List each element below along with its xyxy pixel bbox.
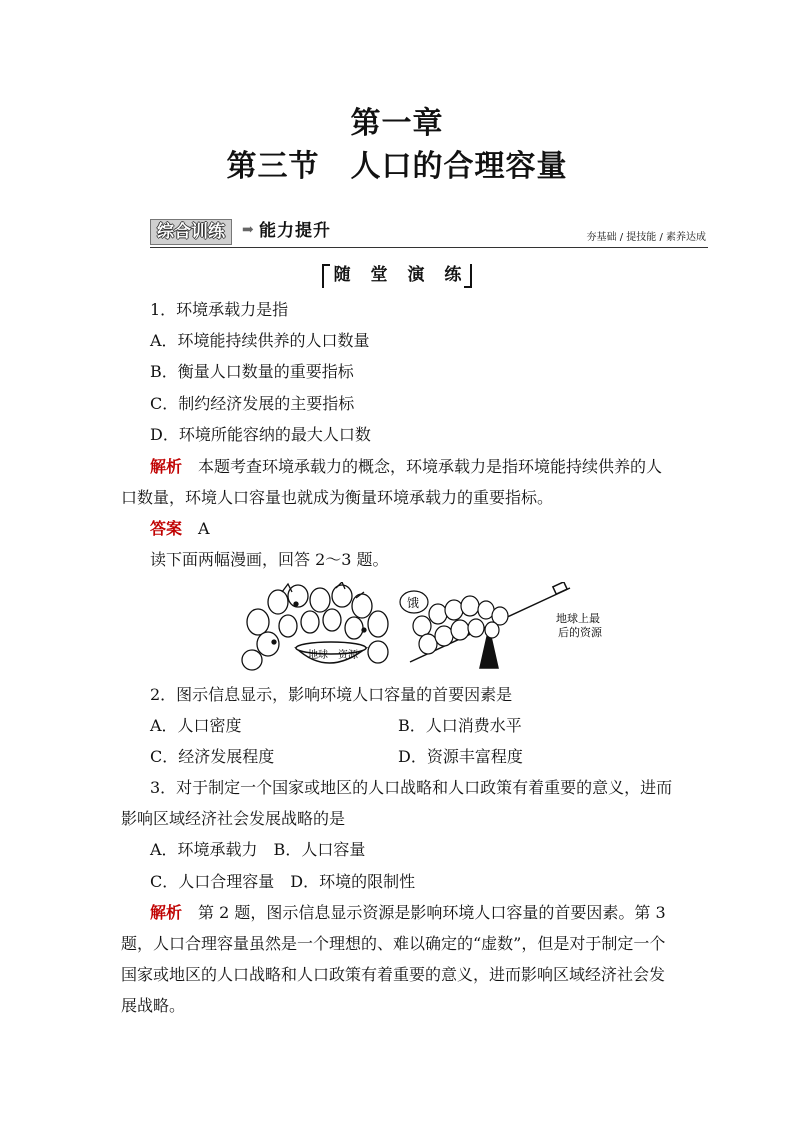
q1-stem: 1．环境承载力是指 [150, 300, 289, 319]
bracket-left-icon [322, 264, 330, 288]
skill-tags: 夯基础 / 提技能 / 素养达成 [586, 232, 706, 243]
chapter-title: 第一章 [350, 106, 444, 141]
q1-option-b: B．衡量人口数量的重要指标 [150, 362, 354, 381]
section-title: 第三节 人口的合理容量 [226, 149, 568, 184]
training-tag: 综合训练 [150, 219, 232, 245]
analysis2-text: 第 2 题，图示信息显示资源是影响环境人口容量的首要因素。第 3 [198, 903, 666, 922]
q1-option-c: C．制约经济发展的主要指标 [150, 394, 355, 413]
training-banner [150, 219, 708, 248]
q1-option-d: D．环境所能容纳的最大人口数 [150, 425, 371, 444]
q2-option-a: A．人口密度 [150, 716, 242, 735]
q2-option-c: C．经济发展程度 [150, 747, 275, 766]
q1-analysis [150, 457, 662, 477]
analysis-label: 解析 [150, 457, 183, 476]
q3-options-row1: A．环境承载力 B．人口容量 [150, 840, 366, 859]
analysis2-line2: 题，人口合理容量虽然是一个理想的、难以确定的“虚数”，但是对于制定一个 [121, 934, 666, 953]
analysis2-line3: 国家或地区的人口战略和人口政策有着重要的意义，进而影响区域经济社会发 [121, 965, 666, 984]
q1-answer [150, 519, 210, 539]
speech-text: 饿 [407, 596, 420, 610]
analysis2 [150, 903, 666, 923]
q3-stem: 3．对于制定一个国家或地区的人口战略和人口政策有着重要的意义，进而 [150, 778, 673, 797]
analysis2-line4: 展战略。 [121, 996, 186, 1015]
resource-label-2: 后的资源 [558, 626, 602, 639]
bowl-label: 地球 资源 [308, 650, 358, 661]
analysis2-label: 解析 [150, 903, 183, 922]
q3-options-row2: C．人口合理容量 D．环境的限制性 [150, 872, 416, 891]
intro-text: 读下面两幅漫画，回答 2～3 题。 [150, 550, 389, 569]
q1-analysis-cont: 口数量，环境人口容量也就成为衡量环境承载力的重要指标。 [121, 488, 554, 507]
q3-stem-cont: 影响区域经济社会发展战略的是 [121, 809, 346, 828]
analysis-text: 本题考查环境承载力的概念，环境承载力是指环境能持续供养的人 [198, 457, 663, 476]
ability-label: 能力提升 [259, 221, 331, 241]
section-label-text: 随 堂 演 练 [333, 265, 469, 285]
bracket-right-icon [464, 264, 472, 288]
resource-label-1: 地球上最 [556, 612, 600, 625]
answer-label: 答案 [150, 519, 183, 538]
q1-option-a: A．环境能持续供养的人口数量 [150, 331, 370, 350]
q2-stem: 2．图示信息显示，影响环境人口容量的首要因素是 [150, 685, 513, 704]
answer-value: A [198, 519, 210, 538]
section-label [0, 260, 794, 288]
q2-option-d: D．资源丰富程度 [398, 747, 523, 766]
arrow-icon: ➡ [242, 222, 254, 238]
q2-option-b: B．人口消费水平 [398, 716, 522, 735]
cartoon-illustration [238, 582, 618, 678]
